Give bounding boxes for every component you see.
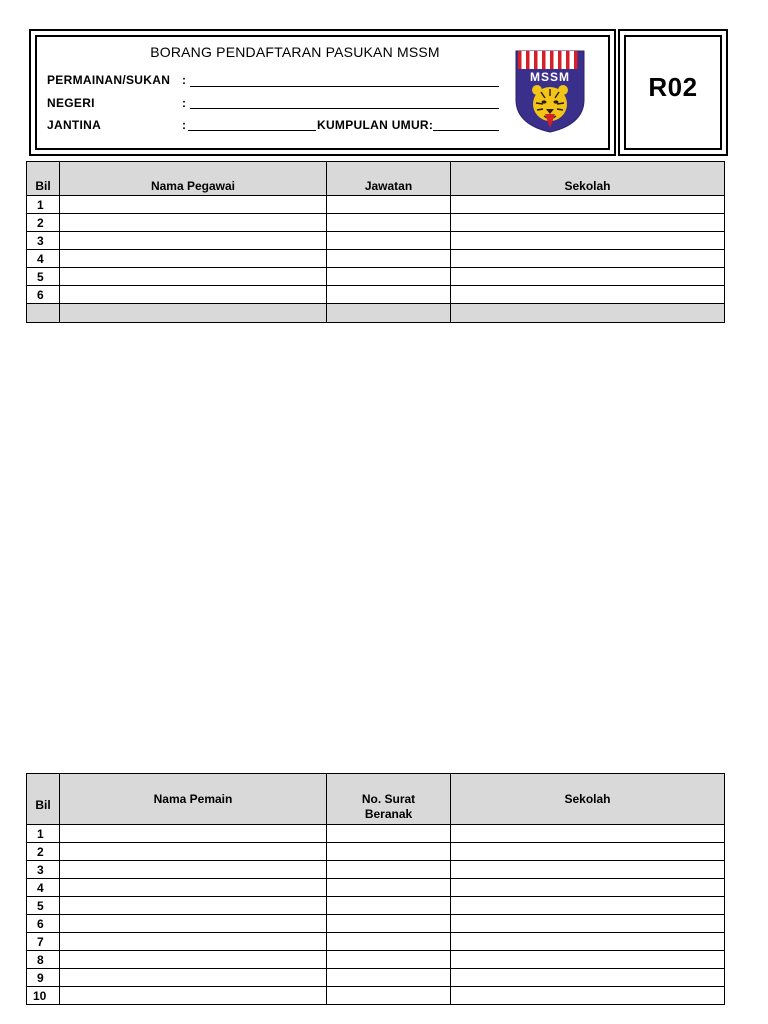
players-header-row — [27, 774, 725, 825]
row-number: 2 — [27, 214, 60, 232]
school-cell[interactable] — [451, 969, 725, 987]
table-row — [27, 268, 725, 286]
birth-cert-cell[interactable] — [327, 879, 451, 897]
row-number: 4 — [27, 879, 60, 897]
birth-cert-cell[interactable] — [327, 987, 451, 1005]
officials-footer-row — [27, 304, 725, 323]
table-row — [27, 987, 725, 1005]
school-cell[interactable] — [451, 987, 725, 1005]
school-cell[interactable] — [451, 915, 725, 933]
gender-label: JANTINA — [47, 118, 102, 132]
state-colon: : — [182, 96, 186, 110]
school-cell[interactable] — [451, 250, 725, 268]
name-cell[interactable] — [60, 879, 327, 897]
row-number: 2 — [27, 843, 60, 861]
position-cell[interactable] — [327, 250, 451, 268]
row-number: 4 — [27, 250, 60, 268]
col-header-sekolah: Sekolah — [451, 162, 725, 196]
birth-cert-cell[interactable] — [327, 933, 451, 951]
name-cell[interactable] — [60, 214, 327, 232]
school-cell[interactable] — [451, 897, 725, 915]
row-number: 8 — [27, 951, 60, 969]
col-header-bil: Bil — [27, 162, 60, 196]
form-title: BORANG PENDAFTARAN PASUKAN MSSM — [150, 44, 440, 60]
name-cell[interactable] — [60, 987, 327, 1005]
table-row — [27, 232, 725, 250]
school-cell[interactable] — [451, 951, 725, 969]
footer-cell — [27, 304, 60, 323]
school-cell[interactable] — [451, 861, 725, 879]
col-header-nama-pemain: Nama Pemain — [60, 774, 327, 825]
row-number: 6 — [27, 915, 60, 933]
table-row — [27, 214, 725, 232]
row-number: 1 — [27, 196, 60, 214]
officials-header-row — [27, 162, 725, 196]
table-row — [27, 969, 725, 987]
table-row — [27, 843, 725, 861]
age-group-field[interactable] — [433, 130, 499, 131]
row-number: 3 — [27, 232, 60, 250]
table-row — [27, 933, 725, 951]
table-row — [27, 196, 725, 214]
row-number: 3 — [27, 861, 60, 879]
birth-cert-cell[interactable] — [327, 861, 451, 879]
birth-cert-cell[interactable] — [327, 897, 451, 915]
table-row — [27, 861, 725, 879]
footer-cell — [60, 304, 327, 323]
position-cell[interactable] — [327, 196, 451, 214]
name-cell[interactable] — [60, 933, 327, 951]
school-cell[interactable] — [451, 196, 725, 214]
position-cell[interactable] — [327, 268, 451, 286]
name-cell[interactable] — [60, 969, 327, 987]
sport-colon: : — [182, 73, 186, 87]
birth-cert-cell[interactable] — [327, 843, 451, 861]
table-row — [27, 286, 725, 304]
footer-cell — [327, 304, 451, 323]
position-cell[interactable] — [327, 232, 451, 250]
school-cell[interactable] — [451, 286, 725, 304]
officials-table — [26, 161, 725, 323]
row-number: 9 — [27, 969, 60, 987]
school-cell[interactable] — [451, 825, 725, 843]
gender-field[interactable] — [188, 130, 316, 131]
birth-cert-cell[interactable] — [327, 951, 451, 969]
footer-cell — [451, 304, 725, 323]
row-number: 10 — [27, 987, 60, 1005]
row-number: 6 — [27, 286, 60, 304]
row-number: 5 — [27, 268, 60, 286]
gender-colon: : — [182, 118, 186, 132]
name-cell[interactable] — [60, 268, 327, 286]
row-number: 7 — [27, 933, 60, 951]
table-row — [27, 250, 725, 268]
row-number: 1 — [27, 825, 60, 843]
name-cell[interactable] — [60, 825, 327, 843]
name-cell[interactable] — [60, 861, 327, 879]
table-row — [27, 879, 725, 897]
school-cell[interactable] — [451, 879, 725, 897]
school-cell[interactable] — [451, 843, 725, 861]
form-code: R02 — [648, 72, 698, 102]
position-cell[interactable] — [327, 286, 451, 304]
name-cell[interactable] — [60, 232, 327, 250]
sport-field[interactable] — [190, 86, 499, 87]
birth-cert-cell[interactable] — [327, 969, 451, 987]
col-header-bil: Bil — [27, 774, 60, 825]
state-field[interactable] — [190, 108, 499, 109]
row-number: 5 — [27, 897, 60, 915]
table-row — [27, 951, 725, 969]
birth-cert-cell[interactable] — [327, 915, 451, 933]
col-header-no-surat-beranak: No. Surat Beranak — [327, 774, 451, 825]
col-header-jawatan: Jawatan — [327, 162, 451, 196]
state-label: NEGERI — [47, 96, 95, 110]
name-cell[interactable] — [60, 250, 327, 268]
name-cell[interactable] — [60, 843, 327, 861]
table-row — [27, 897, 725, 915]
school-cell[interactable] — [451, 214, 725, 232]
table-row — [27, 825, 725, 843]
birth-cert-cell[interactable] — [327, 825, 451, 843]
logo-text: MSSM — [530, 70, 570, 84]
name-cell[interactable] — [60, 196, 327, 214]
sport-label: PERMAINAN/SUKAN — [47, 73, 171, 87]
name-cell[interactable] — [60, 286, 327, 304]
table-row — [27, 915, 725, 933]
name-cell[interactable] — [60, 915, 327, 933]
name-cell[interactable] — [60, 897, 327, 915]
position-cell[interactable] — [327, 214, 451, 232]
name-cell[interactable] — [60, 951, 327, 969]
col-header-nama-pegawai: Nama Pegawai — [60, 162, 327, 196]
age-group-label: KUMPULAN UMUR: — [317, 118, 434, 132]
col-header-sekolah: Sekolah — [451, 774, 725, 825]
school-cell[interactable] — [451, 933, 725, 951]
players-table — [26, 773, 725, 1005]
school-cell[interactable] — [451, 268, 725, 286]
school-cell[interactable] — [451, 232, 725, 250]
mssm-logo — [513, 48, 587, 134]
